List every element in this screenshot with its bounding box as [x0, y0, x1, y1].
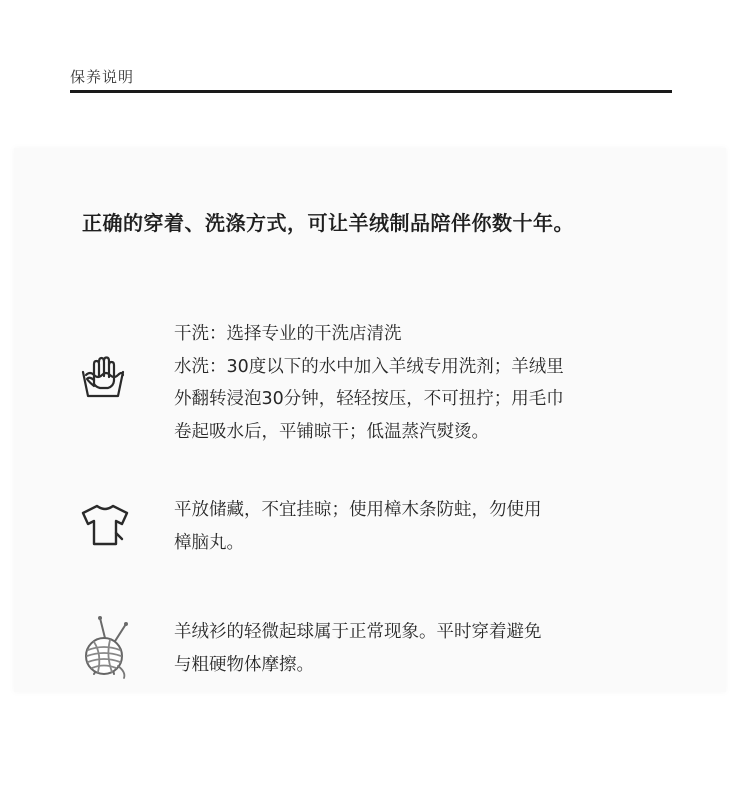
- hand-wash-icon: [80, 350, 126, 406]
- washing-line-4: 卷起吸水后，平铺晾干；低温蒸汽熨烫。: [174, 421, 489, 442]
- washing-line-1: 干洗：选择专业的干洗店清洗: [174, 324, 402, 344]
- section-header: [70, 66, 672, 93]
- tshirt-icon: [80, 503, 130, 551]
- washing-line-2: 水洗：30度以下的水中加入羊绒专用洗剂；羊绒里: [174, 356, 564, 377]
- tagline: 正确的穿着、洗涤方式，可让羊绒制品陪伴你数十年。: [82, 211, 574, 235]
- pilling-line-1: 羊绒衫的轻微起球属于正常现象。平时穿着避免: [174, 622, 542, 642]
- pilling-line-2: 与粗硬物体摩擦。: [174, 654, 314, 675]
- washing-line-3: 外翻转浸泡30分钟，轻轻按压，不可扭拧；用毛巾: [174, 389, 564, 409]
- storage-line-1: 平放储藏，不宜挂晾；使用樟木条防蛀，勿使用: [174, 500, 542, 520]
- yarn-ball-icon: [80, 614, 132, 684]
- header-title: 保养说明: [70, 68, 135, 86]
- pilling-text: [174, 616, 654, 681]
- storage-line-2: 樟脑丸。: [174, 532, 244, 553]
- storage-text: [174, 494, 654, 559]
- washing-text: [174, 318, 654, 448]
